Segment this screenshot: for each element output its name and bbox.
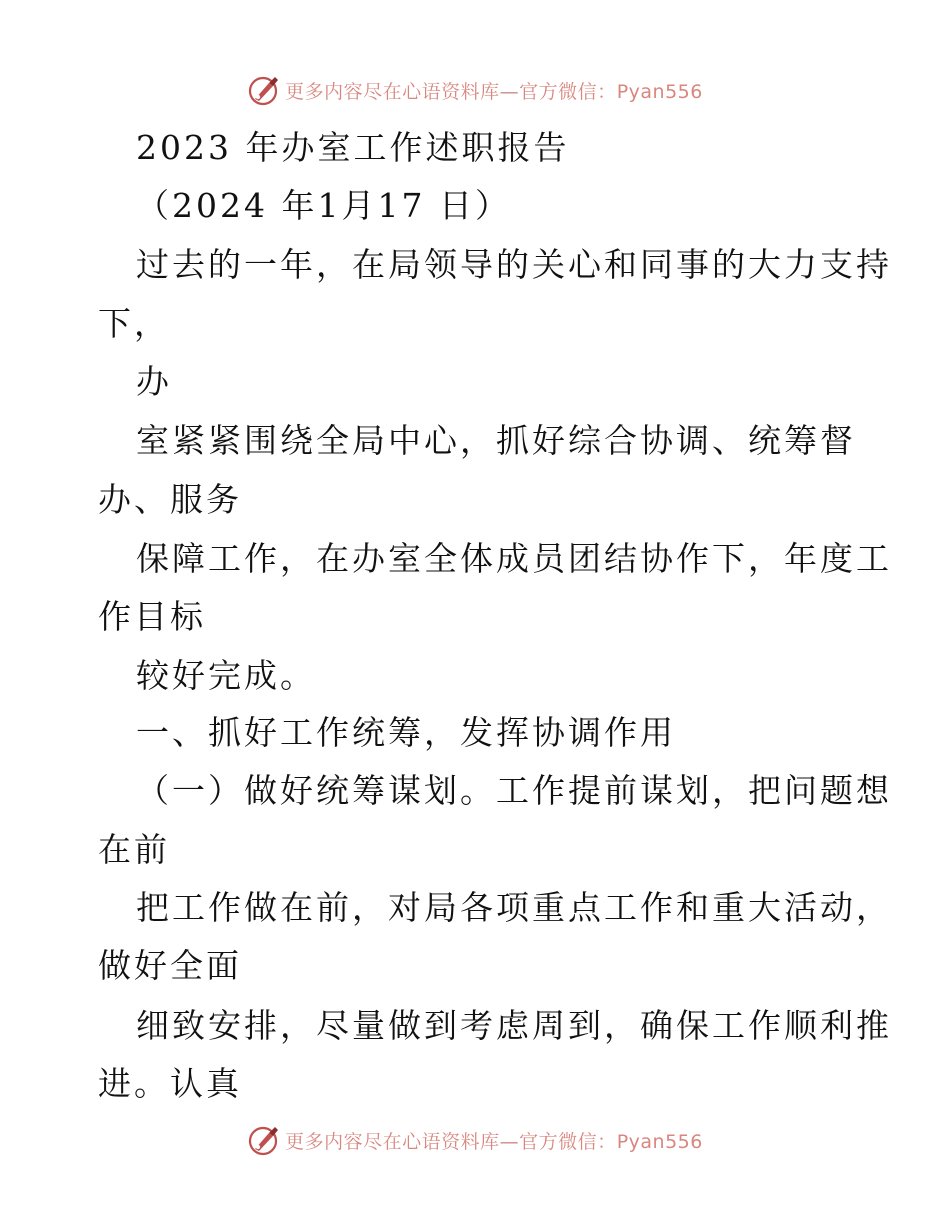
document-date: （2024 年1月17 日） (136, 186, 511, 225)
paragraph-line: 作目标 (98, 597, 206, 636)
paragraph-line: 保障工作，在办室全体成员团结协作下，年度工 (136, 539, 892, 578)
pen-logo-icon (247, 1123, 281, 1157)
pen-logo-icon (247, 73, 281, 107)
paragraph-line: 较好完成。 (136, 656, 316, 695)
section-heading: 一、抓好工作统筹，发挥协调作用 (136, 713, 676, 752)
paragraph-line: 细致安排，尽量做到考虑周到，确保工作顺利推 (136, 1006, 892, 1045)
paragraph-line: 把工作做在前，对局各项重点工作和重大活动， (136, 888, 892, 927)
paragraph-line: 下， (98, 304, 170, 343)
watermark-official-text: 官方微信： (519, 1130, 617, 1153)
paragraph-line: 办、服务 (98, 480, 242, 519)
paragraph-line: 进。认真 (98, 1064, 242, 1103)
paragraph-line: 过去的一年，在局领导的关心和同事的大力支持 (136, 245, 892, 284)
document-title: 2023 年办室工作述职报告 (136, 128, 570, 167)
watermark-text (285, 1127, 703, 1154)
watermark-official-text: 官方微信： (519, 80, 617, 103)
watermark-separator: — (499, 1130, 520, 1153)
watermark-text (285, 77, 703, 104)
footer-watermark (0, 1120, 950, 1160)
paragraph-line: （一）做好统筹谋划。工作提前谋划，把问题想 (136, 771, 892, 810)
watermark-main-text: 更多内容尽在心语资料库 (285, 80, 500, 103)
paragraph-line: 办 (136, 362, 172, 401)
watermark-account: Pyan556 (616, 80, 703, 103)
header-watermark (0, 70, 950, 110)
paragraph-line: 在前 (98, 830, 170, 869)
paragraph-line: 做好全面 (98, 946, 242, 985)
watermark-account: Pyan556 (616, 1130, 703, 1153)
paragraph-line: 室紧紧围绕全局中心，抓好综合协调、统筹督 (136, 421, 856, 460)
watermark-main-text: 更多内容尽在心语资料库 (285, 1130, 500, 1153)
watermark-separator: — (499, 80, 520, 103)
